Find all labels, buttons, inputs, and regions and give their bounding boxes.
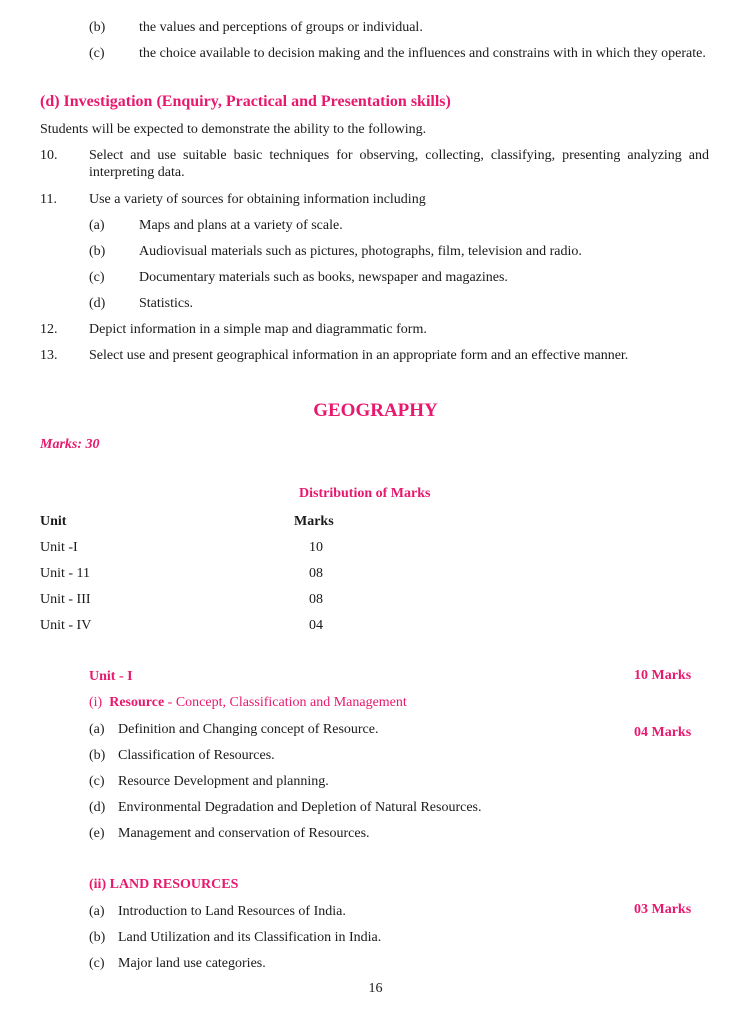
table-cell-unit: Unit - III bbox=[40, 592, 91, 607]
list-marker: (c) bbox=[89, 46, 105, 61]
resource-item-marker: (e) bbox=[89, 826, 105, 841]
resource-marks: 04 Marks bbox=[634, 725, 692, 740]
resource-heading-number: (i) bbox=[89, 695, 103, 710]
resource-item-marker: (b) bbox=[89, 748, 106, 763]
list-marker: (b) bbox=[89, 20, 106, 35]
land-item-marker: (b) bbox=[89, 930, 106, 945]
section-intro: Students will be expected to demonstrate the ability to the following. bbox=[40, 122, 427, 137]
sub-item-marker: (b) bbox=[89, 244, 106, 259]
resource-item-text: Classification of Resources. bbox=[118, 748, 275, 763]
resource-heading-rest: - Concept, Classification and Management bbox=[164, 695, 407, 710]
table-cell-marks: 08 bbox=[309, 566, 323, 581]
item-number: 12. bbox=[40, 322, 58, 337]
land-item-text: Major land use categories. bbox=[118, 956, 266, 971]
sub-item-text: Documentary materials such as books, newspaper and magazines. bbox=[139, 270, 508, 285]
table-cell-marks: 04 bbox=[309, 618, 323, 633]
land-item-marker: (c) bbox=[89, 956, 105, 971]
resource-item-text: Definition and Changing concept of Resource. bbox=[118, 722, 379, 737]
item-text: Use a variety of sources for obtaining information including bbox=[89, 192, 426, 207]
land-item-text: Land Utilization and its Classification in India. bbox=[118, 930, 382, 945]
list-item-text: the choice available to decision making and the influences and constrains with in which they operate. bbox=[139, 46, 706, 61]
distribution-title: Distribution of Marks bbox=[299, 486, 431, 501]
sub-item-text: Audiovisual materials such as pictures, photographs, film, television and radio. bbox=[139, 244, 582, 259]
item-number: 10. bbox=[40, 148, 58, 163]
resource-item-text: Environmental Degradation and Depletion of Natural Resources. bbox=[118, 800, 482, 815]
land-item-marker: (a) bbox=[89, 904, 105, 919]
item-text: Select and use suitable basic techniques for observing, collecting, classifying, presenting analyzing and interpreting data. bbox=[89, 148, 709, 180]
resource-item-marker: (a) bbox=[89, 722, 105, 737]
unit-marks: 10 Marks bbox=[634, 668, 692, 683]
resource-item-text: Management and conservation of Resources. bbox=[118, 826, 370, 841]
sub-item-marker: (a) bbox=[89, 218, 105, 233]
subject-title: GEOGRAPHY bbox=[313, 400, 438, 421]
sub-item-text: Maps and plans at a variety of scale. bbox=[139, 218, 343, 233]
item-number: 11. bbox=[40, 192, 57, 207]
list-item-text: the values and perceptions of groups or individual. bbox=[139, 20, 423, 35]
table-cell-marks: 10 bbox=[309, 540, 323, 555]
table-cell-marks: 08 bbox=[309, 592, 323, 607]
sub-item-marker: (c) bbox=[89, 270, 105, 285]
sub-item-marker: (d) bbox=[89, 296, 106, 311]
resource-item-text: Resource Development and planning. bbox=[118, 774, 329, 789]
resource-item-marker: (d) bbox=[89, 800, 106, 815]
table-cell-unit: Unit - IV bbox=[40, 618, 92, 633]
land-item-text: Introduction to Land Resources of India. bbox=[118, 904, 346, 919]
marks-label: Marks: 30 bbox=[40, 437, 100, 452]
resource-heading bbox=[89, 694, 407, 711]
land-marks: 03 Marks bbox=[634, 902, 692, 917]
item-number: 13. bbox=[40, 348, 58, 363]
land-heading: (ii) LAND RESOURCES bbox=[89, 877, 239, 892]
item-text: Depict information in a simple map and diagrammatic form. bbox=[89, 322, 427, 337]
table-header-unit: Unit bbox=[40, 514, 67, 529]
unit-title: Unit - I bbox=[89, 669, 133, 684]
section-heading: (d) Investigation (Enquiry, Practical and Presentation skills) bbox=[40, 93, 451, 110]
page-number: 16 bbox=[368, 981, 383, 996]
item-text: Select use and present geographical information in an appropriate form and an effective manner. bbox=[89, 348, 629, 363]
sub-item-text: Statistics. bbox=[139, 296, 194, 311]
table-cell-unit: Unit -I bbox=[40, 540, 78, 555]
resource-heading-bold: Resource bbox=[109, 695, 165, 710]
table-cell-unit: Unit - 11 bbox=[40, 566, 91, 581]
resource-item-marker: (c) bbox=[89, 774, 105, 789]
table-header-marks: Marks bbox=[294, 514, 334, 529]
